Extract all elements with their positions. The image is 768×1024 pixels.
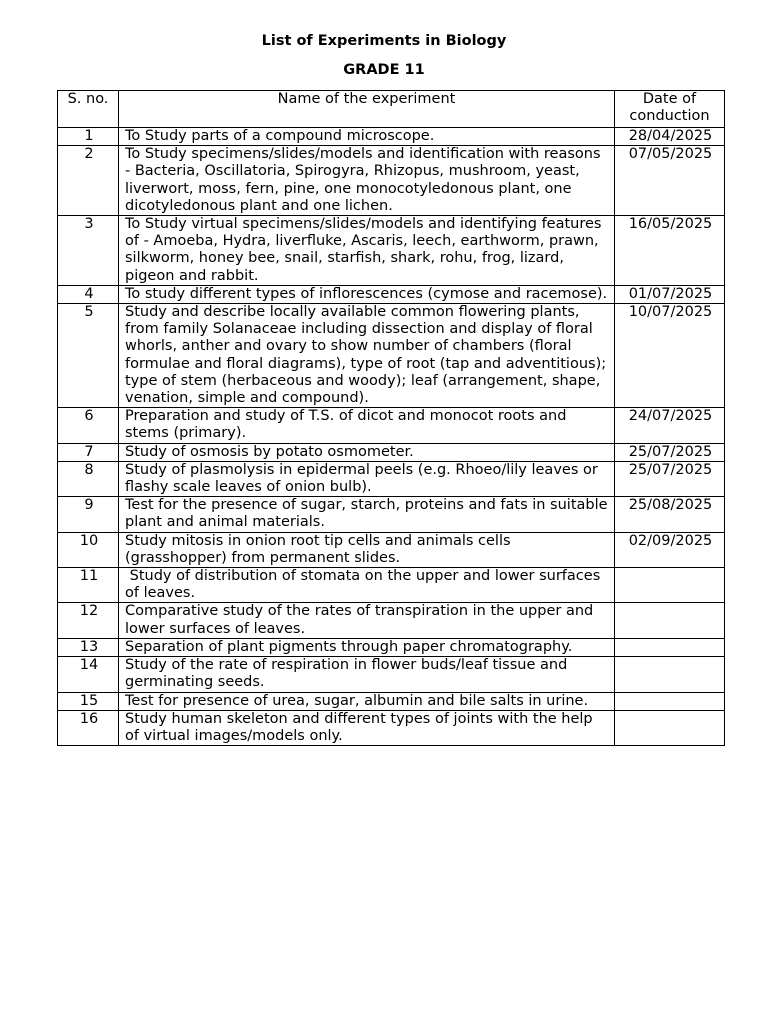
row-date <box>615 692 725 710</box>
header-sno: S. no. <box>58 91 119 128</box>
row-experiment-name: Study of the rate of respiration in flower buds/leaf tissue and germinating seeds. <box>119 657 615 692</box>
table-row <box>58 285 725 303</box>
row-date: 25/08/2025 <box>615 497 725 532</box>
table-row <box>58 461 725 496</box>
row-date <box>615 638 725 656</box>
row-sno: 5 <box>58 304 119 408</box>
row-date <box>615 603 725 638</box>
table-header-row <box>58 91 725 128</box>
table-row <box>58 657 725 692</box>
row-experiment-name: To Study virtual specimens/slides/models and identifying features of - Amoeba, Hydra, liverfluke, Ascaris, leech, earthworm, prawn, silkworm, honey bee, snail, starfish, shark, rohu, frog, lizard, pigeon and rabbit. <box>119 216 615 286</box>
row-experiment-name: Study of osmosis by potato osmometer. <box>119 443 615 461</box>
table-row <box>58 568 725 603</box>
row-date <box>615 710 725 745</box>
row-date: 07/05/2025 <box>615 146 725 216</box>
row-experiment-name: Preparation and study of T.S. of dicot and monocot roots and stems (primary). <box>119 408 615 443</box>
row-sno: 10 <box>58 532 119 567</box>
table-row <box>58 638 725 656</box>
table-row <box>58 128 725 146</box>
row-experiment-name: Study and describe locally available common flowering plants, from family Solanaceae including dissection and display of floral whorls, anther and ovary to show number of chambers (floral formulae and floral diagrams), type of root (tap and adventitious); type of stem (herbaceous and woody); leaf (arrangement, shape, venation, simple and compound). <box>119 304 615 408</box>
row-sno: 8 <box>58 461 119 496</box>
row-sno: 6 <box>58 408 119 443</box>
table-row <box>58 443 725 461</box>
row-date: 25/07/2025 <box>615 461 725 496</box>
row-date: 25/07/2025 <box>615 443 725 461</box>
row-date: 01/07/2025 <box>615 285 725 303</box>
row-experiment-name: To Study parts of a compound microscope. <box>119 128 615 146</box>
row-experiment-name: Study mitosis in onion root tip cells and animals cells (grasshopper) from permanent slides. <box>119 532 615 567</box>
row-date <box>615 657 725 692</box>
row-experiment-name: Study human skeleton and different types of joints with the help of virtual images/models only. <box>119 710 615 745</box>
row-date: 24/07/2025 <box>615 408 725 443</box>
row-experiment-name: Study of distribution of stomata on the upper and lower surfaces of leaves. <box>119 568 615 603</box>
row-sno: 7 <box>58 443 119 461</box>
table-row <box>58 408 725 443</box>
table-row <box>58 692 725 710</box>
row-date <box>615 568 725 603</box>
row-sno: 14 <box>58 657 119 692</box>
header-date: Date of conduction <box>615 91 725 128</box>
row-experiment-name: Test for presence of urea, sugar, albumin and bile salts in urine. <box>119 692 615 710</box>
row-experiment-name: Study of plasmolysis in epidermal peels (e.g. Rhoeo/lily leaves or flashy scale leaves of onion bulb). <box>119 461 615 496</box>
row-experiment-name: Separation of plant pigments through paper chromatography. <box>119 638 615 656</box>
table-row <box>58 146 725 216</box>
row-sno: 12 <box>58 603 119 638</box>
row-date: 02/09/2025 <box>615 532 725 567</box>
table-row <box>58 603 725 638</box>
row-date: 16/05/2025 <box>615 216 725 286</box>
document-subtitle: GRADE 11 <box>343 62 425 78</box>
table-row <box>58 710 725 745</box>
row-date: 10/07/2025 <box>615 304 725 408</box>
table-row <box>58 497 725 532</box>
table-row <box>58 216 725 286</box>
document-title: List of Experiments in Biology <box>261 33 507 49</box>
row-date: 28/04/2025 <box>615 128 725 146</box>
row-sno: 1 <box>58 128 119 146</box>
row-experiment-name: Comparative study of the rates of transpiration in the upper and lower surfaces of leaves. <box>119 603 615 638</box>
header-name: Name of the experiment <box>119 91 615 128</box>
row-sno: 9 <box>58 497 119 532</box>
row-experiment-name: To study different types of inflorescences (cymose and racemose). <box>119 285 615 303</box>
row-sno: 2 <box>58 146 119 216</box>
row-sno: 3 <box>58 216 119 286</box>
row-sno: 16 <box>58 710 119 745</box>
table-row <box>58 304 725 408</box>
row-experiment-name: To Study specimens/slides/models and identification with reasons - Bacteria, Oscillatoria, Spirogyra, Rhizopus, mushroom, yeast, liverwort, moss, fern, pine, one monocotyledonous plant, one dicotyledonous plant and one lichen. <box>119 146 615 216</box>
experiments-table <box>57 90 725 746</box>
table-row <box>58 532 725 567</box>
row-experiment-name: Test for the presence of sugar, starch, proteins and fats in suitable plant and animal materials. <box>119 497 615 532</box>
row-sno: 15 <box>58 692 119 710</box>
row-sno: 13 <box>58 638 119 656</box>
row-sno: 11 <box>58 568 119 603</box>
row-sno: 4 <box>58 285 119 303</box>
